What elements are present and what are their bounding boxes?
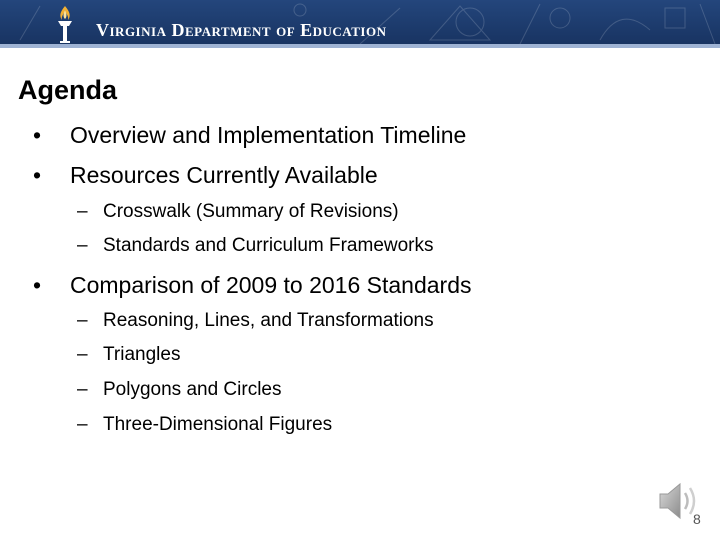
agenda-subitem: [77, 202, 399, 223]
agenda-item: [33, 273, 472, 298]
agenda-subitem-label: Reasoning, Lines, and Transformations: [103, 310, 434, 331]
agenda-subitem: [77, 415, 332, 436]
dash-marker: –: [77, 344, 88, 365]
agenda-item-label: Comparison of 2009 to 2016 Standards: [70, 272, 472, 298]
agenda-subitem-label: Standards and Curriculum Frameworks: [103, 235, 434, 256]
agenda-subitem: [77, 311, 434, 332]
dash-marker: –: [77, 310, 88, 331]
agenda-subitem-label: Three-Dimensional Figures: [103, 414, 333, 435]
bullet-marker: •: [33, 122, 42, 148]
org-name: Virginia Department of Education: [96, 20, 387, 40]
dash-marker: –: [77, 201, 88, 222]
agenda-item-label: Overview and Implementation Timeline: [70, 122, 467, 148]
agenda-subitem: [77, 380, 281, 401]
dash-marker: –: [77, 235, 88, 256]
agenda-item: [33, 123, 466, 148]
bullet-marker: •: [33, 272, 42, 298]
dash-marker: –: [77, 414, 88, 435]
agenda-subitem-label: Polygons and Circles: [103, 379, 282, 400]
agenda-subitem-label: Triangles: [103, 344, 181, 365]
agenda-subitem-label: Crosswalk (Summary of Revisions): [103, 201, 399, 222]
dash-marker: –: [77, 379, 88, 400]
agenda-item-label: Resources Currently Available: [70, 162, 378, 188]
bullet-marker: •: [33, 162, 42, 188]
agenda-subitem: [77, 236, 434, 257]
page-number: 8: [693, 511, 701, 527]
agenda-subitem: [77, 345, 180, 366]
agenda-item: [33, 163, 378, 188]
slide-title: Agenda: [18, 75, 118, 105]
